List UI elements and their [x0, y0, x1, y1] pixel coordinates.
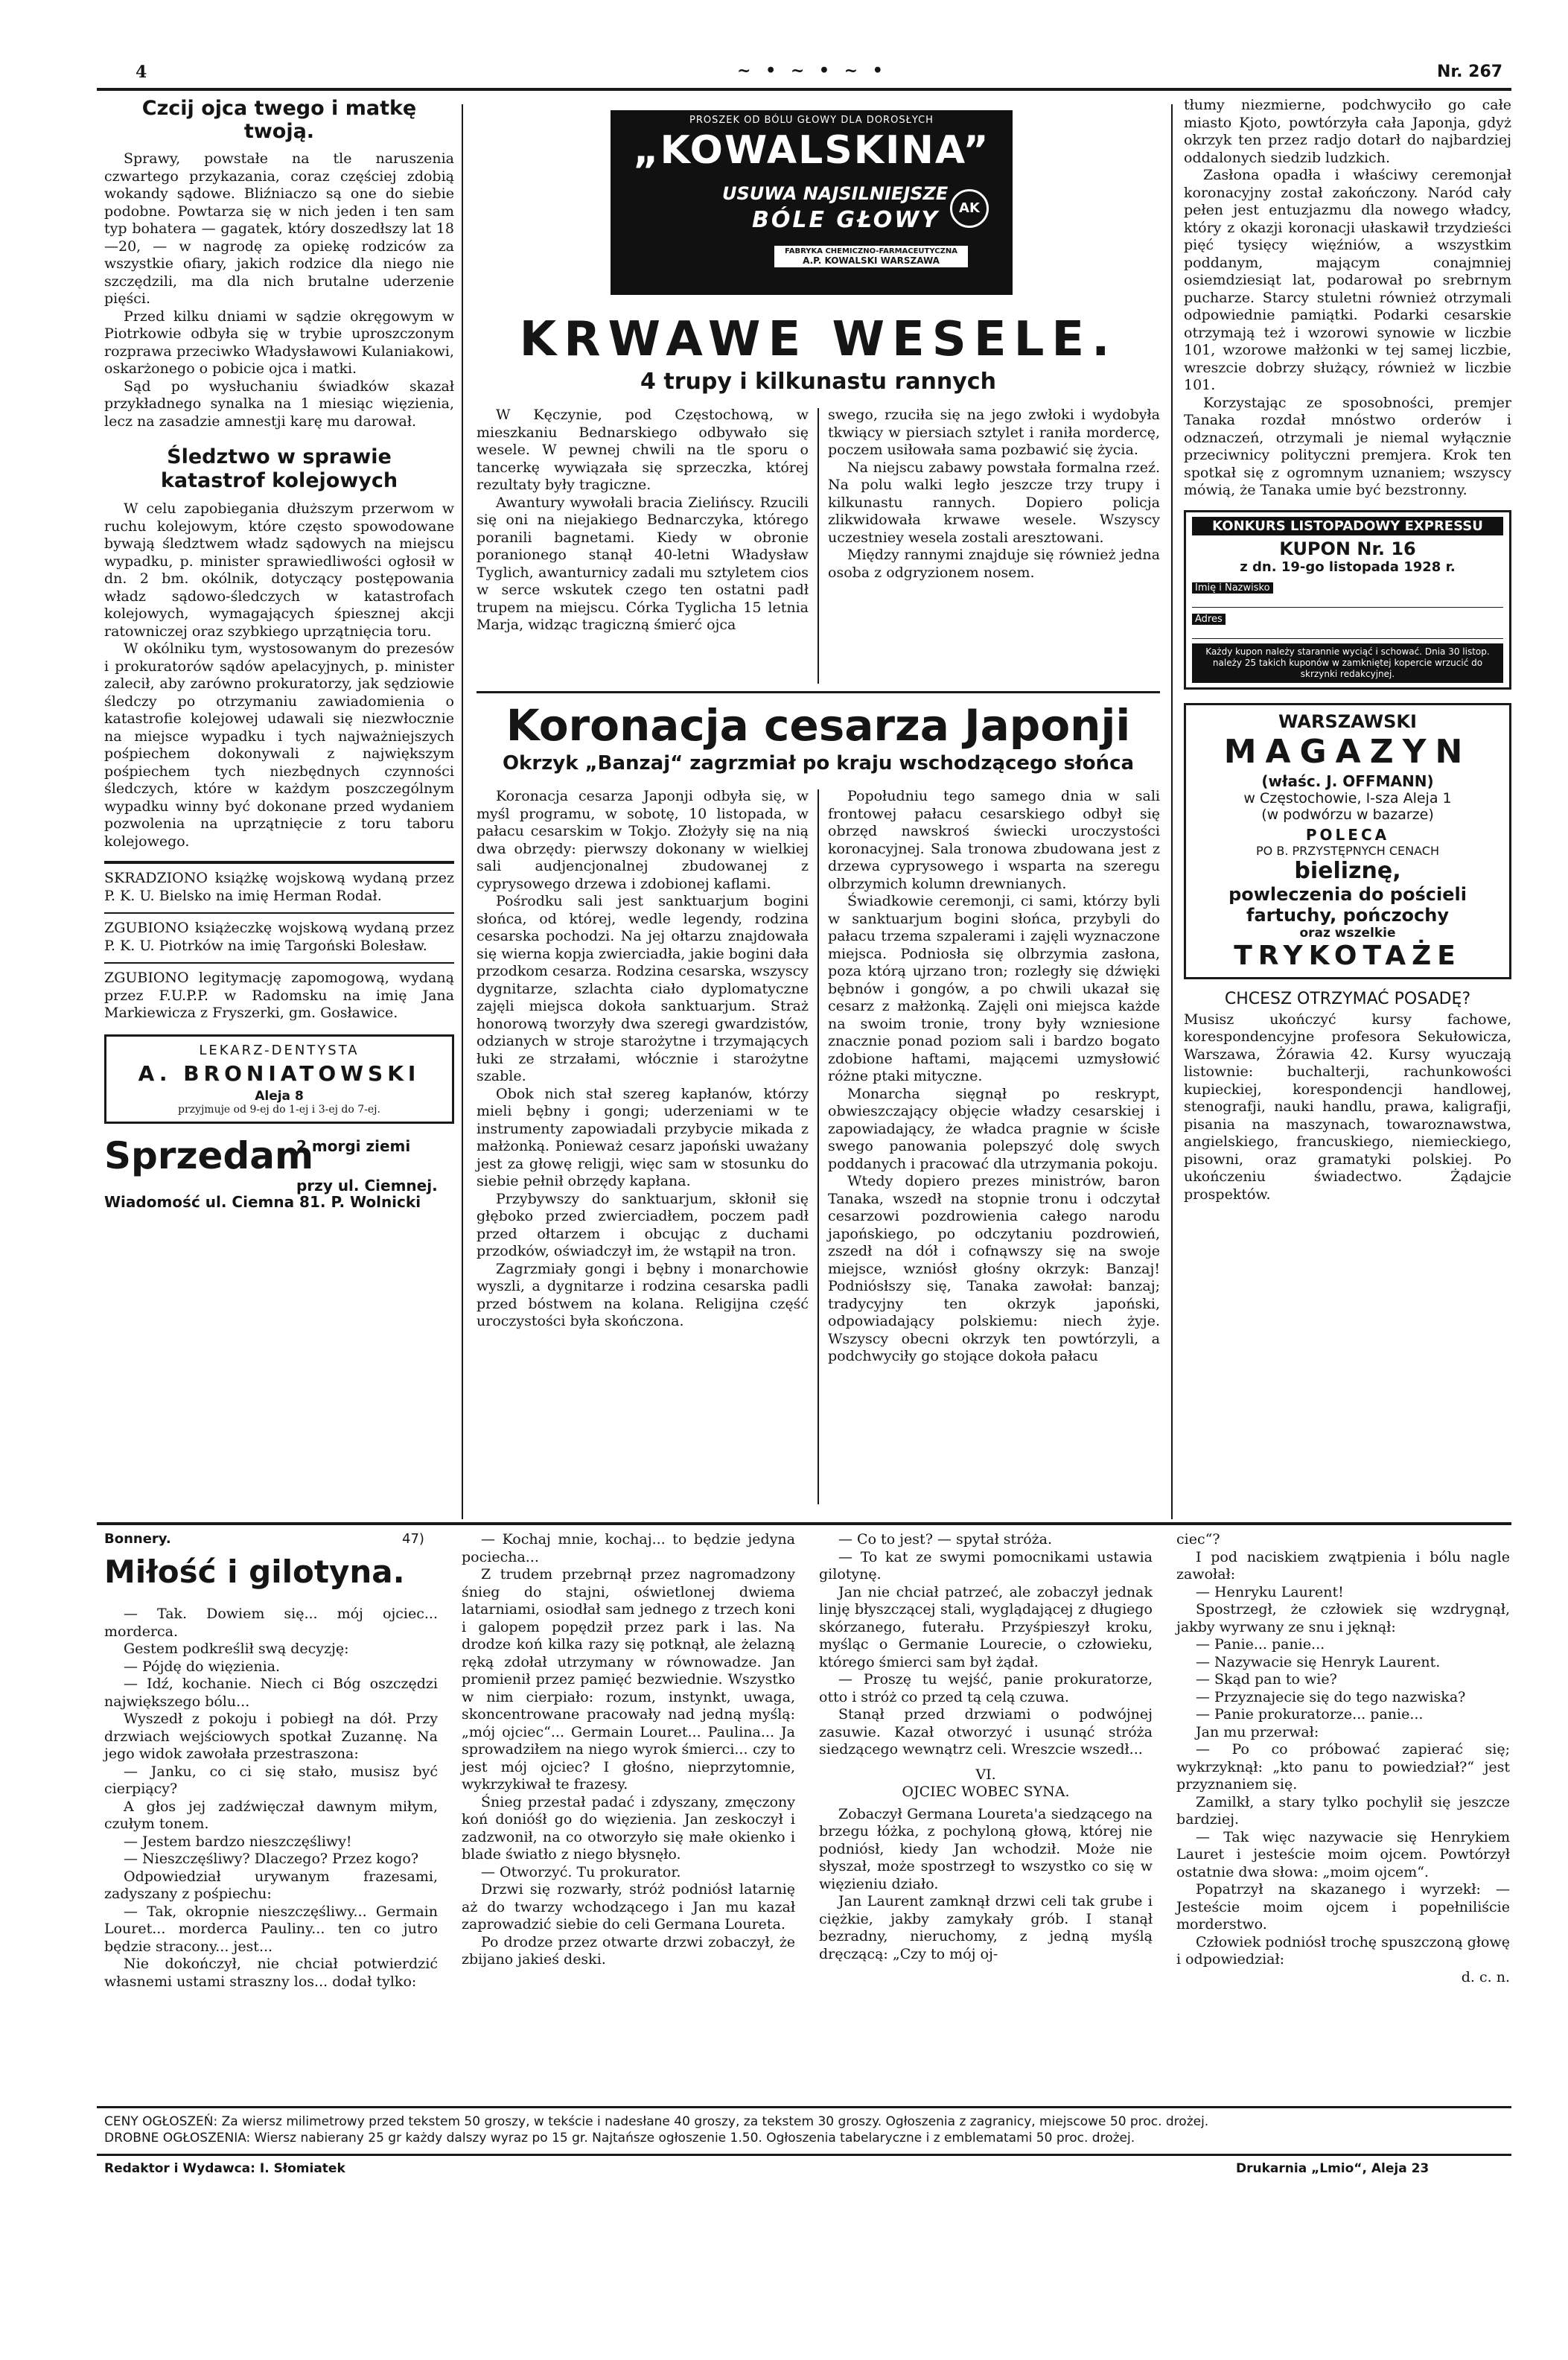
koronacja-paragraph: Wtedy dopiero prezes ministrów, baron Tanaka, wszedł na stopnie tronu i odczytał cesarzowi pozdrowienia całego narodu japońskiego, po odczytaniu pozdrowień, zszedł na dół i cofnąwszy się na swoje miejsce, wzniósł głośny okrzyk: Banzaj! Podniósłszy się, Tanaka zawołał: banzaj; tradycyjny ten okrzyk japoński, odpowiadający polskiemu: niech żyje. Wszyscy obecni okrzyk ten powtórzyli, a podchwyciły go stojące dokoła pałacu [828, 1173, 1160, 1364]
serial-paragraph: Wyszedł z pokoju i pobiegł na dół. Przy drzwiach wejściowych spotkał Zuzannę. Na jego widok zawołała przestraszona: [104, 1711, 438, 1762]
kowalskina-maker2: A.P. KOWALSKI WARSZAWA [803, 255, 940, 266]
wesele-article [477, 311, 1160, 699]
magazyn-l5: (w podwórzu w bazarze) [1261, 806, 1434, 823]
serial-story [104, 1531, 1511, 2097]
magazyn-l12: TRYKOTAŻE [1234, 940, 1462, 971]
serial-paragraph: Spostrzegł, że człowiek się wzdrygnął, jakby wyrwany ze snu i jęknął: [1176, 1601, 1510, 1635]
notice-divider [104, 962, 454, 964]
coupon-number: KUPON Nr. 16 [1279, 538, 1416, 559]
serial-paragraph: — Skąd pan to wie? [1196, 1671, 1337, 1688]
serial-paragraph: — Tak. Dowiem się... mój ojciec... morderca. [104, 1606, 438, 1640]
sale-ad [104, 1134, 454, 1216]
koronacja-title: Koronacja cesarza Japonji [506, 700, 1131, 751]
serial-paragraph: — Henryku Laurent! [1196, 1583, 1344, 1600]
koronacja-paragraph: Monarcha sięgnął po reskrypt, obwieszczający objęcie władzy cesarskiej i zapowiadający, że władca pragnie w ścisłe swego panowania polepszyć dolę swych poddanych i pracować dla utrzymania pokoju. [828, 1085, 1160, 1172]
serial-paragraph: Śnieg przestał padać i zdyszany, zmęczony koń donióśł go do więzienia. Jan zeskoczył i zadzwonił, na co otworzyło się małe okienko i blade światło z niego błysnęło. [462, 1793, 795, 1863]
serial-paragraph: I pod naciskiem zwątpienia i bólu nagle zawołał: [1176, 1548, 1510, 1583]
serial-paragraph: — Janku, co ci się stało, musisz być cierpiący? [104, 1763, 438, 1797]
koronacja-paragraph: Koronacja cesarza Japonji odbyła się, w myśl programu, w sobotę, 10 listopada, w pałacu cesarskim w Tokjo. Złożyły się na nią dwa obrzędy: pierwszy dokonany w wielkiej sali audjencjonalnej zbudowanej z cyprysowego drzewa i zdobionej kaflami. [477, 788, 809, 892]
column-rule [1171, 104, 1173, 1519]
story1-title: Czcij ojca twego i matkę twoją. [141, 97, 417, 143]
col4-continuation [1184, 97, 1511, 500]
kowalskina-ad [611, 110, 1013, 295]
magazyn-l1: WARSZAWSKI [1278, 710, 1417, 732]
wesele-paragraph: Na niejscu zabawy powstała formalna rzeź. Na polu walki legło jeszcze trzy trupy i kilkunastu rannych. Dopiero policja zlikwidowała krwawe wesele. Wszyscy uczestniey wesela zostali aresztowani. [828, 459, 1160, 546]
dentist-title: LEKARZ-DENTYSTA [199, 1042, 360, 1058]
serial-paragraph: — Kochaj mnie, kochaj... to będzie jedyna pociecha... [462, 1531, 795, 1565]
wesele-subtitle: 4 trupy i kilkunastu rannych [640, 369, 996, 395]
dentist-address: Aleja 8 [255, 1088, 304, 1104]
magazyn-l10: fartuchy, pończochy [1246, 904, 1449, 926]
header-ornament: ~ • ~ • ~ • [737, 61, 887, 80]
coupon-address-label: Adres [1192, 614, 1226, 625]
notices [104, 870, 454, 1022]
serial-paragraph: — Idź, kochanie. Niech ci Bóg oszczędzi największego bólu... [104, 1676, 438, 1710]
serial-col2 [462, 1531, 795, 1969]
serial-paragraph: Z trudem przebrnął przez nagromadzony śnieg do stajni, oświetlonej dwiema latarniami, osiodłał sam jednego z trzech koni i galopem popędził przez park i las. Na drodze koń kilka razy się potknął, ale żelazną ręką zdołał utrzymany w równowadze. Jan promienił przez pamięć bezwiednie. Wszystko w nim cierpiało: rozum, instynkt, uwaga, skoncentrowane pracowały nad jedną myślą: „mój ojciec“... Germain Louret... Paulina... Ja sprowadziłem na niego wyrok śmierci... czy to jest mój ojciec? I głośno, nieprzytomnie, wykrzykiwał te frazesy. [462, 1566, 795, 1793]
serial-paragraph: — Panie prokuratorze... panie... [1196, 1706, 1424, 1723]
serial-paragraph: — To kat ze swymi pomocnikami ustawia gilotynę. [819, 1548, 1153, 1583]
magazyn-l3: (właśc. J. OFFMANN) [1261, 772, 1434, 790]
section-divider [104, 861, 454, 864]
serial-paragraph: — Otworzyć. Tu prokurator. [481, 1863, 681, 1880]
serial-paragraph: — Przyznajecie się do tego nazwiska? [1196, 1688, 1466, 1705]
header-rule [97, 88, 1511, 91]
column-rule [818, 408, 819, 684]
footer-printer: Drukarnia „Lmio“, Aleja 23 [1236, 2161, 1430, 2176]
page-header [89, 58, 1511, 88]
notice-item: ZGUBIONO legitymację zapomogową, wydaną przez F.U.P.P. w Radomsku na imię Jana Markiewicza z Fryszerki, gm. Gosławice. [104, 970, 454, 1021]
coupon-date: z dn. 19-go listopada 1928 r. [1240, 559, 1456, 575]
coupon-note: Każdy kupon należy starannie wyciąć i schować. Dnia 30 listop. należy 25 takich kuponów w zamkniętej kopercie wrzucić do skrzynki redakcyjnej. [1192, 643, 1503, 683]
col4-paragraph: tłumy niezmierne, podchwyciło go całe miasto Kjoto, powtórzyła cała Japonja, gdyż okrzyk ten przez radjo dotarł do najbardziej oddalonych siedzib ludzkich. [1184, 97, 1511, 166]
posada-title: CHCESZ OTRZYMAĆ POSADĘ? [1224, 989, 1471, 1008]
issue-number: Nr. 267 [1437, 63, 1503, 81]
notice-divider [104, 912, 454, 914]
serial-paragraph: Zamilkł, a stary tylko pochylił się jeszcze bardziej. [1176, 1793, 1510, 1828]
magazyn-l8: bieliznę, [1294, 857, 1401, 884]
story2-title: Śledztwo w sprawie katastrof kolejowych [160, 445, 398, 492]
magazyn-l6: POLECA [1305, 825, 1390, 844]
serial-col3 [819, 1531, 1153, 1963]
serial-paragraph: — Jestem bardzo nieszczęśliwy! [124, 1833, 352, 1850]
story1-paragraph: Przed kilku dniami w sądzie okręgowym w Piotrkowie odbyła się w trybie uproszczonym rozprawa przeciwko Władysławowi Kulaniakowi, oskarżonego o pobicie ojca i matki. [104, 308, 454, 377]
serial-paragraph: Po drodze przez otwarte drzwi zobaczył, że zbijano jakieś deski. [462, 1933, 795, 1968]
wesele-title: KRWAWE WESELE. [519, 312, 1118, 367]
dentist-hours: przyjmuje od 9-ej do 1-ej i 3-ej do 7-ej. [178, 1103, 380, 1116]
story1-body [104, 150, 454, 430]
wesele-left [477, 407, 809, 634]
serial-paragraph: — Pójdę do więzienia. [124, 1658, 281, 1675]
serial-paragraph: — Nazywacie się Henryk Laurent. [1196, 1653, 1441, 1670]
serial-paragraph: — Nieszczęśliwy? Dlaczego? Przez kogo? [124, 1851, 419, 1867]
column-4 [1184, 97, 1511, 1519]
wesele-paragraph: Między rannymi znajduje się również jedna osoba z odgryzionem nosem. [828, 547, 1160, 581]
serial-paragraph: ciec“? [1176, 1531, 1220, 1548]
story2-body [104, 500, 454, 850]
serial-chapter-number: VI. [975, 1766, 996, 1783]
serial-paragraph: — Tak więc nazywacie się Henrykiem Lauret i jesteście moim ojcem. Powtórzył ostatnie dwa słowa: „moim ojcem“. [1176, 1828, 1510, 1880]
serial-paragraph: Jan Laurent zamknął drzwi celi tak grube i ciężkie, jakby zamykały grób. I stanął bezradny, nieruchomy, z jedną myślą dręczącą: „Czy to mój oj- [819, 1893, 1153, 1962]
magazyn-l11: oraz wszelkie [1299, 925, 1396, 941]
coupon-address-field [1192, 614, 1503, 639]
story1-paragraph: Sprawy, powstałe na tle naruszenia czwartego przykazania, coraz częściej zdobią wokandy sądowe. Bliźniaczo są one do siebie podobne. Powtarza się w nich jeden i ten sam typ bohatera — gagatek, który doszedłszy lat 18—20, — w nagrodę za opiekę rodziców za wszystkie ofiary, jakich rodzice dla niego nie szczędzili, ma dla nich brutalne uderzenie pięści. [104, 150, 454, 307]
kowalskina-maker1: FABRYKA CHEMICZNO-FARMACEUTYCZNA [785, 247, 957, 255]
wesele-paragraph: W Kęczynie, pod Częstochową, w mieszkaniu Bednarskiego odbywało się wesele. W pewnej chwili na tle sporu o tancerkę wywiązała się sprzeczka, której rezultaty były tragiczne. [477, 407, 809, 493]
kowalskina-top: PROSZEK OD BÓLU GŁOWY DLA DOROSŁYCH [689, 115, 934, 126]
serial-paragraph: — Proszę tu wejść, panie prokuratorze, otto i stróż co przed tą celą czuwa. [819, 1671, 1153, 1705]
serial-chapter-title: OJCIEC WOBEC SYNA. [902, 1784, 1070, 1800]
column-rule [462, 104, 463, 1519]
serial-paragraph: Odpowiedział urywanym frazesami, zadyszany z pośpiechu: [104, 1868, 438, 1902]
column-rule [818, 789, 819, 1504]
wesele-paragraph: Awantury wywołali bracia Zielińscy. Rzucili się oni na niejakiego Bednarczyka, którego poranili bagnetami. Kiedy w obronie poranionego stanął 40-letni Władysław Tyglich, awanturnicy zadali mu sztyletem cios w serce wskutek czego ten ostatni padł trupem na miejscu. Córka Tyglicha 15 letnia Marja, widząc tragiczną śmierć ojca [477, 494, 809, 633]
kowalskina-seal-icon: AK [950, 189, 989, 228]
coupon-title: KONKURS LISTOPADOWY EXPRESSU [1192, 517, 1503, 535]
story1-paragraph: Sąd po wysłuchaniu świadków skazał przykładnego synalka na 1 miesiąc więzienia, lecz na zasadzie amnestji karę mu darował. [104, 378, 454, 430]
serial-paragraph: — Panie... panie... [1196, 1636, 1325, 1653]
column-1 [104, 97, 454, 1519]
col4-paragraph: Korzystając ze sposobności, premjer Tanaka rozdał mnóstwo orderów i odznaczeń, otrzymali je niemal wyłącznie przeciwnicy polityczni premjera. Krok ten spotkał się z ogromnym uznaniem; wszyscy mówią, że Tanaka umie być bezstronny. [1184, 394, 1511, 498]
serial-paragraph: Jan nie chciał patrzeć, ale zobaczył jednak linję błyszczącej stali, wyglądającej z długiego skórzanego, futerału. Przyśpieszył kroku, myśląc o Germanie Lourecie, o człowieku, którego śmierci sam był żądał. [819, 1583, 1153, 1670]
koronacja-paragraph: Świadkowie ceremonji, ci sami, którzy byli w sanktuarjum bogini słońca, przybyli do pałacu trzema szpalerami i zajęli wyznaczone miejsca. Podniosła się olbrzymia zasłona, poza którą ujrzano tron; rozległy się dźwięki bębnów i gongów, a po chwili ukazał się cesarz z małżonką. Zajęli oni miejsca każde na swoim tronie, trony były wzniesione znacznie ponad poziom sali i bardzo bogato zdobione haftami, mającemi uzmysłowić różne ptaki mityczne. [828, 893, 1160, 1084]
section-divider [477, 691, 1160, 693]
serial-paragraph: — Po co próbować zapierać się; wykrzyknął: „kto panu to powiedział?“ jest przyznaniem się. [1176, 1741, 1510, 1793]
dentist-name: A. BRONIATOWSKI [138, 1060, 421, 1086]
kowalskina-maker [774, 246, 968, 267]
magazyn-l2: MAGAZYN [1223, 732, 1472, 771]
kowalskina-line2: BÓLE GŁOWY [752, 207, 940, 233]
koronacja-right [828, 788, 1160, 1366]
koronacja-paragraph: Popołudniu tego samego dnia w sali frontowej pałacu cesarskiego odbył się obrzęd nawskroś świecki uroczystości koronacyjnej. Sala tronowa zbudowana jest z drzewa cyprysowego i wsparta na szeregu olbrzymich kolumn drewnianych. [828, 788, 1160, 892]
serial-paragraph: — Tak, okropnie nieszczęśliwy... Germain Louret... morderca Pauliny... ten co jutro będzie stracony... jest... [104, 1903, 438, 1955]
dentist-ad [104, 1034, 454, 1124]
serial-paragraph: Jan mu przerwał: [1196, 1723, 1319, 1740]
serial-paragraph: Człowiek podniósł trochę spuszczoną głowę i odpowiedział: [1176, 1933, 1510, 1968]
footer-prices-1: CENY OGŁOSZEŃ: Za wiersz milimetrowy przed tekstem 50 groszy, w tekście i nadesłane 40 groszy, za tekstem 30 groszy. Ogłoszenia z zagranicy, miejscowe 50 proc. drożej. [104, 2114, 1209, 2129]
serial-paragraph: Drzwi się rozwarły, stróż podniósł latarnię aż do twarzy wchodzącego i Jan mu kazał zaprowadzić siebie do celi Germana Loureta. [462, 1881, 795, 1933]
serial-number: 47) [402, 1531, 424, 1547]
serial-paragraph: A głos jej zadźwięczał dawnym miłym, czułym tonem. [104, 1798, 438, 1832]
serial-paragraph: Gestem podkreślił swą decyzję: [124, 1641, 349, 1657]
posada-ad [1184, 990, 1511, 1204]
page-number: 4 [136, 63, 147, 82]
serial-paragraph: Nie dokończył, nie chciał potwierdzić własnemi ustami straszny los... dodał tylko: [104, 1956, 438, 1990]
footer-prices-2: DROBNE OGŁOSZENIA: Wiersz nabierany 25 gr każdy dalszy wyraz po 15 gr. Najtańsze ogłoszenie 1.50. Ogłoszenia tabelaryczne i z emblematami 50 proc. drożej. [104, 2131, 1135, 2146]
koronacja-paragraph: Przybywszy do sanktuarjum, skłonił się głęboko przed zwierciadłem, poczem padł przed ołtarzem i obcując z duchami przodków, oświadczył im, że wstąpił na tron. [477, 1190, 809, 1259]
footer-editor: Redaktor i Wydawca: I. Słomiatek [104, 2161, 345, 2176]
koronacja-article [477, 700, 1160, 1519]
serial-col4 [1176, 1531, 1510, 1986]
serial-source: Bonnery. [104, 1531, 171, 1547]
serial-title: Miłość i gilotyna. [104, 1553, 405, 1590]
coupon-name-label: Imię i Nazwisko [1192, 582, 1273, 594]
notice-item: SKRADZIONO książkę wojskową wydaną przez P. K. U. Bielsko na imię Herman Rodał. [104, 870, 454, 904]
koronacja-paragraph: Obok nich stał szereg kapłanów, którzy mieli bębny i gongi; uderzeniami w te instrumenty zapowiadali przybycie mikada z małżonką. Ponieważ cesarz japoński uważany jest za głowę religji, więc sam w stosunku do siebie pełnił obrzędy kapłana. [477, 1085, 809, 1189]
story2-paragraph: W okólniku tym, wystosowanym do prezesów i prokuratorów sądów apelacyjnych, p. minister zalecił, aby zarówno prokuratorzy, jak sędziowie śledczy po otrzymaniu zawiadomienia o katastrofie kolejowej udawali się niezwłocznie na miejsce wypadku i tych najważniejszych pośpiechem dokonywali z największym pośpiechem tych niezbędnych czynności śledczych, które w każdym poszczególnym wypadku winny być dokonane przed wydaniem pozwolenia na uprzątnięcie z toru taboru kolejowego. [104, 640, 454, 850]
serial-signature: d. c. n. [1461, 1968, 1510, 1985]
magazyn-l9: powleczenia do pościeli [1228, 883, 1467, 905]
coupon [1184, 510, 1511, 690]
kowalskina-line1: USUWA NAJSILNIEJSZE [722, 183, 949, 204]
wesele-right [828, 407, 1160, 582]
serial-col1 [104, 1606, 438, 1991]
wesele-paragraph: swego, rzuciła się na jego zwłoki i wydobyła tkwiący w piersiach sztylet i raniła mordercę, poczem usiłowała sama pozbawić się życia. [828, 407, 1160, 458]
col4-paragraph: Zasłona opadła i właściwy ceremonjał koronacyjny został zakończony. Naród cały pełen jest entuzjazmu dla nowego władcy, który z okazji koronacji ułaskawił trzydzieści pięć tysięcy więźniów, a wszystkim poddanym, mającym conajmniej osiemdziesiąt lat, podarował po srebrnym pucharze. Starcy stuletni również otrzymali odpowiednie pamiątki. Podarki cesarskie otrzymają też i wzorowi synowie w liczbie 101, wzorowe małżonki w tej samej liczbie, wreszcie dobrzy służący, również w liczbie 101. [1184, 167, 1511, 393]
footer-prices [104, 2113, 1511, 2146]
feuilleton-rule [97, 1522, 1511, 1525]
notice-item: ZGUBIONO książeczkę wojskową wydaną przez P. K. U. Piotrków na imię Targoński Bolesław. [104, 920, 454, 954]
story2-paragraph: W celu zapobiegania dłuższym przerwom w ruchu kolejowym, które często spowodowane bywają śledztwem władz sądowych na miejscu wypadku, p. minister sprawiedliwości ogłosił w dn. 2 bm. okólnik, dotyczący postępowania władz sądowo-śledczych w katastrofach kolejowych, wymagających śpiesznej akcji ratowniczej oraz szybkiego uprzątnięcia toru. [104, 500, 454, 640]
magazyn-ad [1184, 703, 1511, 979]
koronacja-paragraph: Zagrzmiały gongi i bębny i monarchowie wyszli, a dygnitarze i rodzina cesarska padli przed bóstwem na kolana. Religijna część uroczystości była skończona. [477, 1260, 809, 1329]
kowalskina-brand: „KOWALSKINA” [633, 128, 990, 173]
footer-rule [97, 2106, 1511, 2108]
sale-small2: przy ul. Ciemnej. Wiadomość ul. Ciemna 81. P. Wolnicki [104, 1176, 438, 1211]
serial-paragraph: — Co to jest? — spytał stróża. [838, 1531, 1053, 1548]
sale-big: Sprzedam [104, 1133, 314, 1177]
posada-body: Musisz ukończyć kursy fachowe, korespondencyjne profesora Sekułowicza, Warszawa, Żórawia 42. Kursy wyuczają listownie: buchalterji, rachunkowości kupieckiej, korespondencji handlowej, stenografji, nauki handlu, prawa, kaligrafji, pisania na maszynach, towaroznawstwa, angielskiego, francuskiego, niemieckiego, pisowni, oraz gramatyki polskiej. Po ukończeniu świadectwo. Żądajcie prospektów. [1184, 1011, 1511, 1203]
koronacja-subtitle: Okrzyk „Banzaj“ zagrzmiał po kraju wschodzącego słońca [502, 752, 1135, 775]
magazyn-l7: PO B. PRZYSTĘPNYCH CENACH [1256, 843, 1439, 858]
koronacja-paragraph: Pośrodku sali jest sanktuarjum bogini słońca, od której, wedle legendy, rodzina cesarska pochodzi. Na jej ołtarzu znajdowała się wierna kopja zwierciadła, jakie bogini dała przodkom cesarza. Rodzina cesarska, wszyscy dygnitarze, szlachta ciało dyplomatyczne zajęli miejsca dokoła sanktuarjum. Straż honorową tworzyły dwa szeregi gwardzistów, odzianych w stroje starożytne i trzymających łuki ze strzałami, włócznie i starożytne szable. [477, 893, 809, 1084]
serial-paragraph: Stanął przed drzwiami o podwójnej zasuwie. Kazał otworzyć i usunąć stróża siedzącego wewnątrz celi. Wreszcie wszedł... [819, 1706, 1153, 1758]
coupon-name-field [1192, 582, 1503, 608]
koronacja-left [477, 788, 809, 1331]
serial-paragraph: Popatrzył na skazanego i wyrzekł: — Jesteście moim ojcem i popełniliście morderstwo. [1176, 1881, 1510, 1933]
serial-paragraph: Zobaczył Germana Loureta'a siedzącego na brzegu łóżka, z pochyloną głową, której nie podniósł, kiedy Jan wchodził. Może nie słyszał, może spostrzegł to wszystko co się w więzieniu działo. [819, 1805, 1153, 1892]
magazyn-l4: w Częstochowie, I-sza Aleja 1 [1243, 789, 1452, 807]
sale-small1: 2 morgi ziemi [296, 1136, 411, 1155]
footer-rule [97, 2154, 1511, 2156]
